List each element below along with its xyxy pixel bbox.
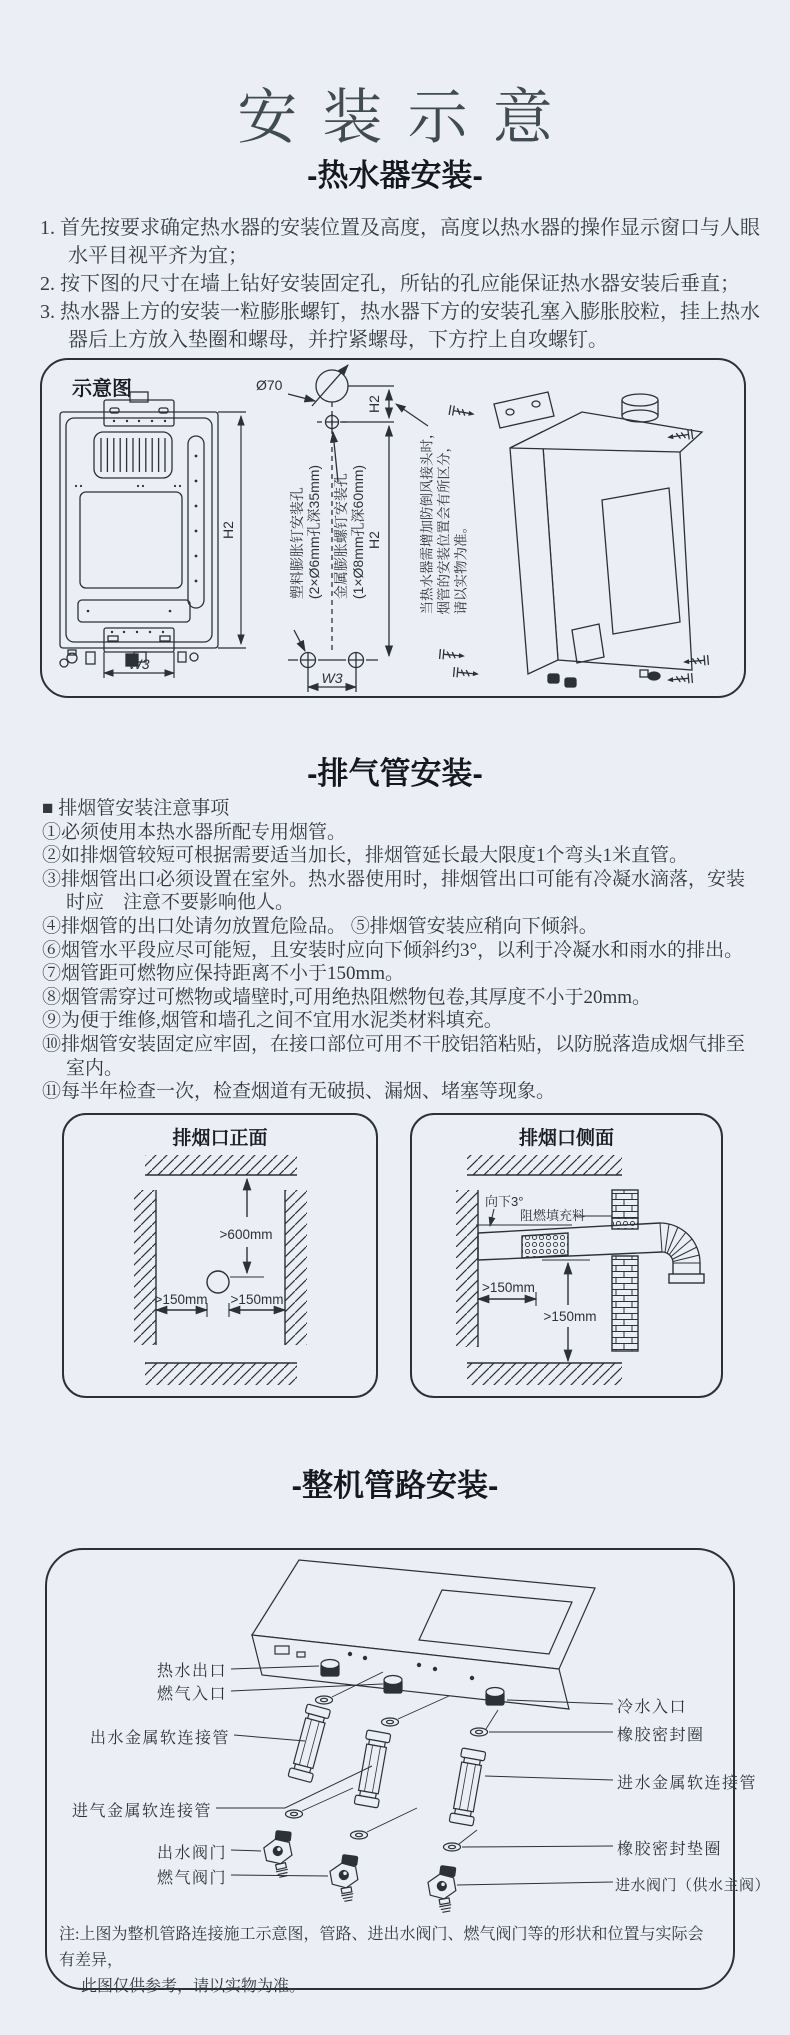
section-heading-piping-install: -整机管路安装- xyxy=(291,1468,499,1503)
install-step-1: 1. 首先按要求确定热水器的安装位置及高度，高度以热水器的操作显示窗口与人眼水平目视平齐为宜； xyxy=(40,217,760,267)
exhaust-note: ⑪每半年检查一次，检查烟道有无破损、漏烟、堵塞等现象。 xyxy=(42,1081,556,1103)
install-step-3: 3. 热水器上方的安装一粒膨胀螺钉，热水器下方的安装孔塞入膨胀胶粒，挂上热水器后上方放入垫圈和螺母，并拧紧螺母，下方拧上自攻螺钉。 xyxy=(40,301,760,351)
dim-h2-lower: H2 xyxy=(366,531,382,549)
exhaust-notes-title: ■ 排烟管安装注意事项 xyxy=(42,798,230,819)
diagram-outlet-side xyxy=(410,1113,723,1398)
plastic-anchor-hole-label: 塑料膨胀钉安装孔 (2×Ø6mm孔深35mm) xyxy=(289,464,322,600)
diagram-label: 示意图 xyxy=(72,378,132,400)
valve-gas xyxy=(328,1852,366,1903)
install-steps xyxy=(40,214,762,354)
flex-pipe-gas xyxy=(354,1730,391,1808)
metal-anchor-hole-label: 金属膨胀螺钉安装孔 (1×Ø8mm孔深60mm) xyxy=(333,464,366,600)
outlet-side-title: 排烟口侧面 xyxy=(518,1128,614,1149)
flex-pipe-outlet-water xyxy=(288,1704,331,1783)
dim-w3-front: W3 xyxy=(128,656,150,672)
exhaust-note: ⑧烟管需穿过可燃物或墙壁时,可用绝热阻燃物包卷,其厚度不小于20mm。 xyxy=(42,986,652,1008)
exhaust-note: ⑦烟管距可燃物应保持距离不小于150mm。 xyxy=(42,963,405,985)
label-inlet-metal-flex-pipe: 进水金属软连接管 xyxy=(617,1775,758,1792)
angle-down-3deg-label: 向下3° xyxy=(485,1194,524,1209)
outlet-front-art xyxy=(64,1115,376,1396)
label-rubber-seal-gasket: 橡胶密封垫圈 xyxy=(617,1841,723,1858)
flex-pipe-inlet-water xyxy=(449,1748,486,1826)
front-view-dimensions xyxy=(104,412,246,678)
outlet-front-title: 排烟口正面 xyxy=(172,1128,268,1149)
dim-150mm-left: >150mm xyxy=(154,1292,208,1307)
exhaust-note: ④排烟管的出口处请勿放置危险品。 ⑤排烟管安装应稍向下倾斜。 xyxy=(42,915,598,937)
label-rubber-seal-ring: 橡胶密封圈 xyxy=(617,1727,705,1744)
heater-front-view xyxy=(60,392,218,667)
diagram-mounting xyxy=(40,358,746,698)
flame-retardant-filler-label: 阻燃填充料 xyxy=(520,1208,586,1223)
dim-600mm: >600mm xyxy=(219,1227,273,1242)
dim-h2-front: H2 xyxy=(220,521,236,539)
exhaust-note: ①必须使用本热水器所配专用烟管。 xyxy=(42,821,347,843)
piping-note: 注:上图为整机管路连接施工示意图，管路、进出水阀门、燃气阀门等的形状和位置与实际会有差异， 此图仅供参考，请以实物为准。 xyxy=(59,1926,704,1995)
label-gas-inlet: 燃气入口 xyxy=(156,1686,227,1703)
diagram-outlet-front xyxy=(62,1113,378,1398)
exhaust-note: ⑩排烟管安装固定应牢固，在接口部位可用不干胶铝箔粘贴，以防脱落造成烟气排至室内。 xyxy=(42,1033,746,1079)
exhaust-notes xyxy=(42,797,758,1104)
label-outlet-metal-flex-pipe: 出水金属软连接管 xyxy=(89,1730,230,1747)
dim-150mm-horizontal: >150mm xyxy=(482,1280,535,1295)
dim-hole-dia: Ø70 xyxy=(256,377,283,393)
label-hot-water-outlet: 热水出口 xyxy=(156,1663,227,1680)
dim-150mm-right: >150mm xyxy=(230,1292,284,1307)
label-gas-valve: 燃气阀门 xyxy=(156,1870,227,1887)
dim-w3-holes: W3 xyxy=(321,670,343,686)
diagram-piping xyxy=(45,1548,771,1995)
dim-h2-upper: H2 xyxy=(366,395,382,413)
dim-150mm-vertical: >150mm xyxy=(543,1309,597,1324)
anti-backdraft-note: 当热水器需增加防倒风接头时， 烟管的安装位置会有所区分， 请以实物为准。 xyxy=(419,425,469,615)
install-step-2: 2. 按下图的尺寸在墙上钻好安装固定孔，所钻的孔应能保证热水器安装后垂直； xyxy=(40,273,740,295)
valve-inlet-water xyxy=(426,1863,464,1914)
exhaust-note: ⑥烟管水平段应尽可能短，且安装时应向下倾斜约3°，以利于冷凝水和雨水的排出。 xyxy=(42,939,744,961)
exhaust-note: ③排烟管出口必须设置在室外。热水器使用时，排烟管出口可能有冷凝水滴落，安装时应 注意不要影响他人。 xyxy=(42,868,746,914)
label-inlet-water-valve: 进水阀门（供水主阀） xyxy=(615,1878,771,1894)
outlet-side-art xyxy=(412,1115,721,1396)
heater-bottom-3d xyxy=(252,1560,595,1709)
section-heading-heater-install: -热水器安装- xyxy=(307,158,483,193)
label-cold-water-inlet: 冷水入口 xyxy=(617,1699,688,1716)
valve-outlet-water xyxy=(261,1828,300,1879)
label-gas-metal-flex-pipe: 进气金属软连接管 xyxy=(71,1803,212,1820)
page-title: 安装示意 xyxy=(237,85,578,152)
exhaust-note: ⑨为便于维修,烟管和墙孔之间不宜用水泥类材料填充。 xyxy=(42,1010,503,1032)
section-heading-exhaust-install: -排气管安装- xyxy=(307,756,483,791)
exhaust-note: ②如排烟管较短可根据需要适当加长，排烟管延长最大限度1个弯头1米直管。 xyxy=(42,845,689,867)
label-outlet-water-valve: 出水阀门 xyxy=(156,1845,227,1862)
mounting-diagram-art xyxy=(42,360,744,696)
